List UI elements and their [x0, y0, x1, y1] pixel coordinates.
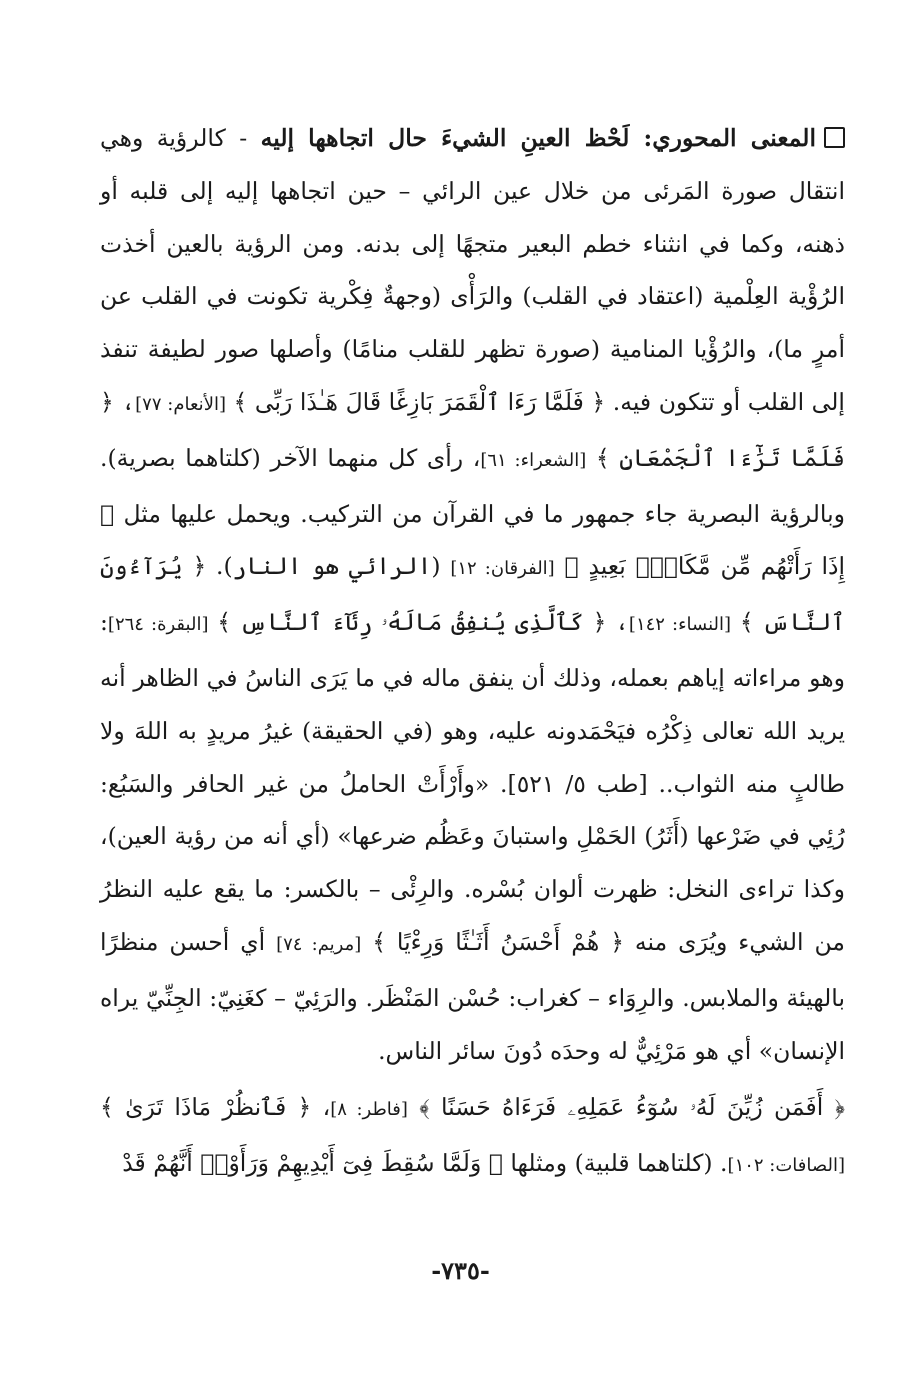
quran-verse: ﴿ هُمْ أَحْسَنُ أَثَـٰثًا وَرِءْيًا ﴾ [372, 927, 624, 956]
paragraph-text: ، رأى كل منهما الآخر (كلتاهما بصرية). وبالرؤية البصرية جاء جمهور ما في القرآن من التركيب. ويحمل عليها مثل [100, 443, 845, 528]
paragraph-text: ، [615, 608, 629, 637]
page-number: -٧٣٥- [431, 1256, 490, 1285]
verse-reference: [فاطر: ٨] [330, 1099, 408, 1121]
paragraph-text: ، [322, 1093, 331, 1122]
quran-verse: ﴿ فَلَمَّا رَءَا ٱلْقَمَرَ بَازِغًا قَالَ هَـٰذَا رَبِّى ﴾ [233, 387, 606, 416]
verse-reference: [مريم: ٧٤] [276, 933, 362, 955]
paragraph-text: . (كلتاهما قلبية) ومثلها [510, 1149, 728, 1178]
verse-reference: [النساء: ١٤٢] [628, 614, 732, 636]
quran-verse: ﴿ إِذَا رَأَتْهُم مِّن مَّكَانٍۭ بَعِيدٍ ﴾ [100, 499, 845, 581]
verse-reference: [الأنعام: ٧٧] [135, 393, 226, 415]
verse-reference: [الصافات: ١٠٢] [727, 1155, 845, 1177]
square-bullet-icon [824, 127, 845, 148]
quran-verse: ﴿ أَفَمَن زُيِّنَ لَهُۥ سُوٓءُ عَمَلِهِۦ فَرَءَاهُ حَسَنًا ﴾ [419, 1093, 845, 1122]
quran-verse: ﴿ فَلَمَّا تَرَٰٓءَا ٱلْجَمْعَانِ ﴾ [100, 387, 845, 472]
verse-reference: [الفرقان: ١٢] [450, 558, 555, 580]
verse-reference: [الشعراء: ٦١] [480, 449, 587, 471]
paragraph-text: (الرائي هو النار). [216, 552, 441, 581]
quran-verse: ﴿ فَٱنظُرْ مَاذَا تَرَىٰ ﴾ [100, 1093, 312, 1122]
quran-verse: ﴿ يُرَآءُونَ ٱلنَّاسَ ﴾ [100, 552, 845, 637]
paragraph-2 [100, 1081, 845, 1193]
paragraph-text: [طب ٥/ ٥٢١]. «وأَرْأَتْ الحاملُ من غير الحافر والسَبُع: رُئِي في ضَرْعها (أَثَرُ) الحَمْلِ واستبانَ وعَظُم ضرعها» (أي أنه من رؤية العين)، وكذا تراءى النخل: ظهرت ألوان بُسْره. والرِئْى – بالكسر: ما يقع عليه النظرُ من الشيء ويُرَى منه [100, 769, 845, 956]
paragraph-text: : وهو مراءاته إياهم بعمله، وذلك أن ينفق ماله في ما يَرَى الناسُ في الظاهر أنه يريد الله تعالى ذِكْرُه فيَحْمَدونه عليه، وهو (في الحقيقة) غيرُ مريدٍ به اللهَ ولا طالبٍ منه الثواب.. [100, 608, 845, 798]
paragraph-text: ، [121, 387, 136, 416]
quran-verse: ﴿ كَٱلَّذِى يُنفِقُ مَالَهُۥ رِئَآءَ ٱلنَّاسِ ﴾ [217, 608, 607, 637]
quran-verse: ﴿ وَلَمَّا سُقِطَ فِىٓ أَيْدِيهِمْ وَرَأَوْا۟ أَنَّهُمْ قَدْ [122, 1149, 503, 1178]
paragraph-text: أي أحسن منظرًا بالهيئة والملابس. والرِوَاء – كغراب: حُسْن المَنْظَر. والرَئِيّ – كغَنِيّ: الجِنِّيّ يراه الإنسان» أي هو مَرْئِيٌّ له وحدَه دُونَ سائر الناس. [100, 927, 845, 1065]
body-text [100, 112, 845, 1193]
paragraph-text: - كالرؤية وهي انتقال صورة المَرئى من خلال عين الرائي – حين اتجاهها إليه إلى قلبه أو ذهنه، وكما في انثناء خطم البعير متجهًا إلى بدنه. ومن الرؤية بالعين أخذت الرُؤْية العِلْمية (اعتقاد في القلب) والرَأْى (وجهةٌ فِكْرية تكونت في القلب عن أمرٍ ما)، والرُؤْيا المنامية (صورة تظهر للقلب منامًا) وأصلها صور لطيفة تنفذ إلى القلب أو تتكون فيه. [100, 124, 845, 416]
verse-reference: [البقرة: ٢٦٤] [107, 614, 209, 636]
lead-term: المعنى المحوري: لَحْظ العينِ الشيءَ حال اتجاهها إليه [260, 124, 816, 152]
paragraph-1 [100, 112, 845, 1077]
